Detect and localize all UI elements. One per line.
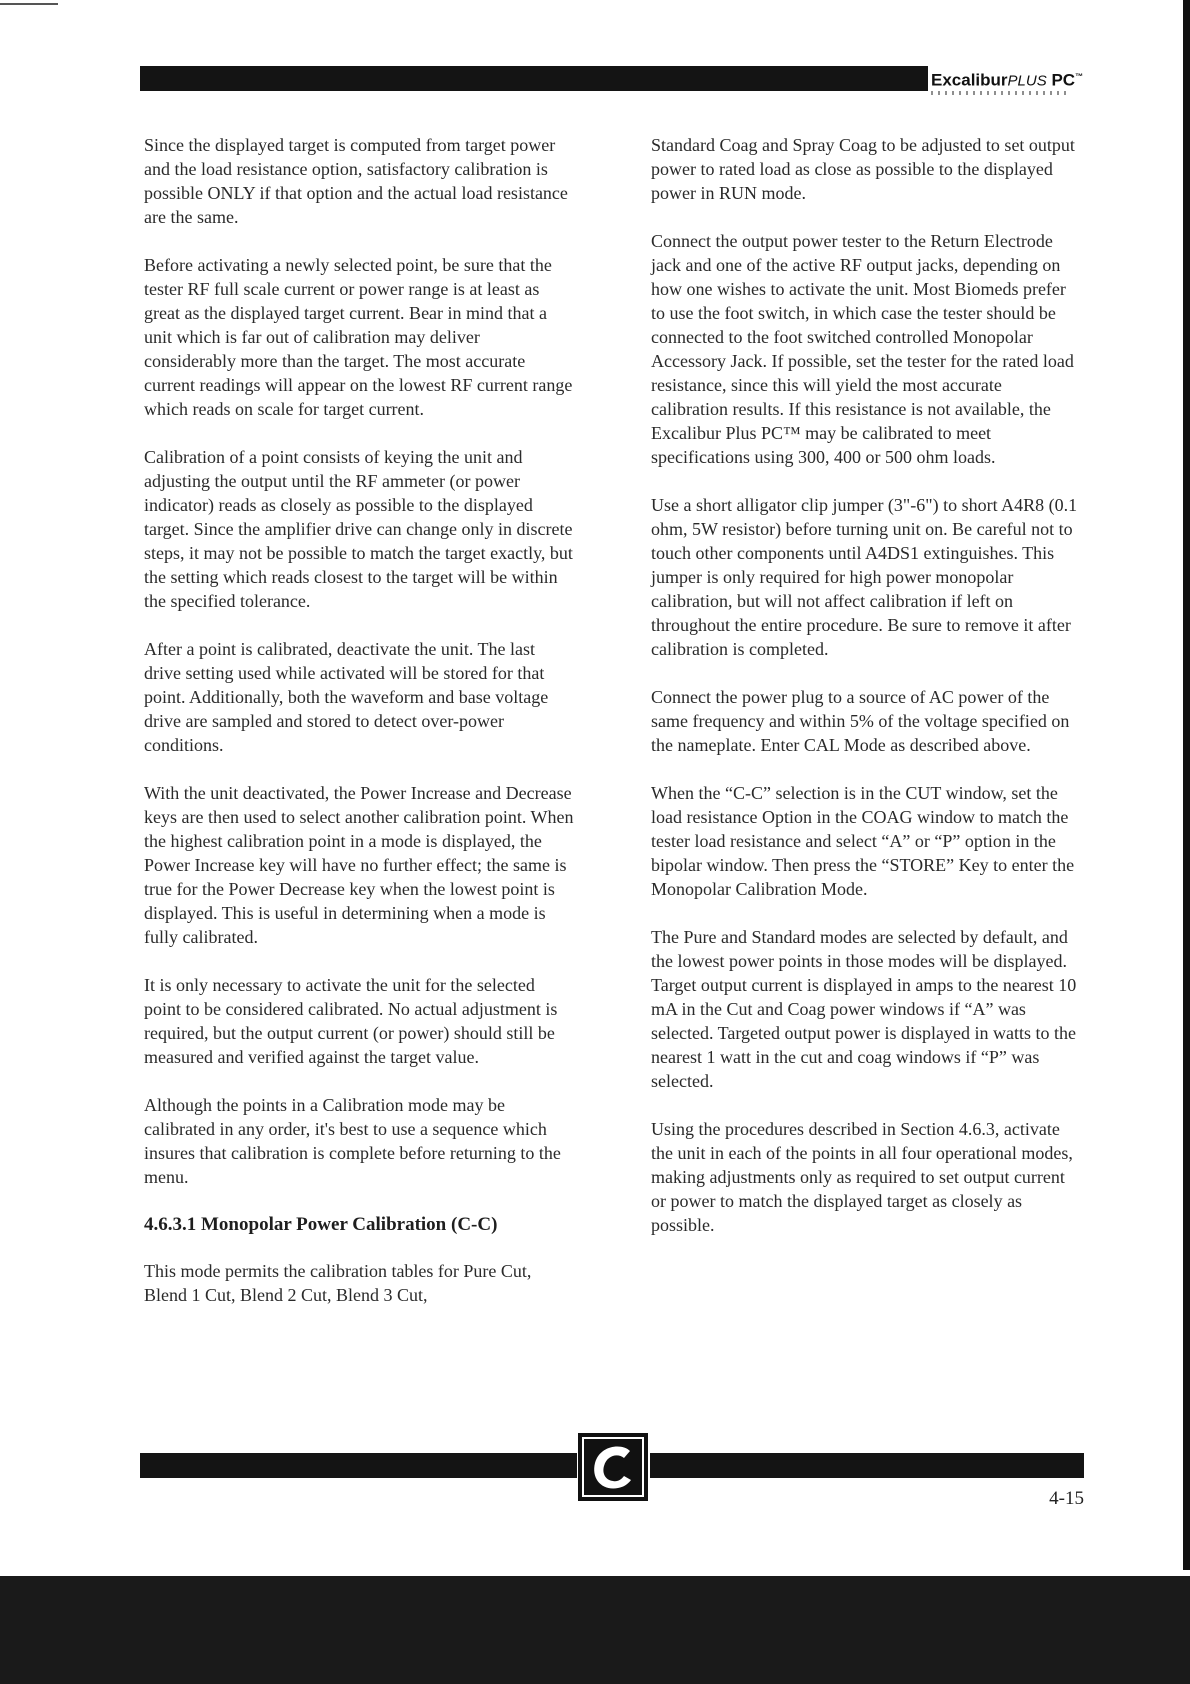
- header-rule: [140, 66, 928, 91]
- paragraph: When the “C-C” selection is in the CUT window, set the load resistance Option in the COAG window to match the tester load resistance and select “A” or “P” option in the bipolar window. Then press the “STORE” Key to enter the Monopolar Calibration Mode.: [651, 783, 1075, 899]
- paragraph: With the unit deactivated, the Power Increase and Decrease keys are then used to select another calibration point. When the highest calibration point in a mode is displayed, the Power Increase key will have no further effect; the same is true for the Power Decrease key when the lowest point is displayed. This is useful in determining when a mode is fully calibrated.: [144, 783, 574, 947]
- brand-wordmark: ExcaliburPLUS PC™: [931, 70, 1084, 90]
- paragraph: Before activating a newly selected point, be sure that the tester RF full scale current or power range is at least as great as the displayed target current. Bear in mind that a unit which is far out of calibration may deliver considerably more than the target. The most accurate current readings will appear on the lowest RF current range which reads on scale for target current.: [144, 255, 573, 419]
- paragraph: Standard Coag and Spray Coag to be adjusted to set output power to rated load as close as possible to the displayed power in RUN mode.: [651, 135, 1075, 203]
- brand-tagline-rule: [931, 91, 1071, 95]
- paragraph: It is only necessary to activate the unit for the selected point to be considered calibrated. No actual adjustment is required, but the output current (or power) should still be measured and verified against the target value.: [144, 975, 558, 1067]
- paragraph: The Pure and Standard modes are selected by default, and the lowest power points in those modes will be displayed. Target output current is displayed in amps to the nearest 10 mA in the Cut and Coag power windows if “A” was selected. Targeted output power is displayed in watts to the nearest 1 watt in the cut and coag windows if “P” was selected.: [651, 927, 1077, 1091]
- brand-logo: [931, 66, 1084, 91]
- section-heading: 4.6.3.1 Monopolar Power Calibration (C-C): [144, 1214, 498, 1235]
- scan-bottom-band: [0, 1576, 1190, 1684]
- footer-rule-left: [140, 1453, 577, 1478]
- corner-rule: [0, 3, 58, 5]
- paragraph: This mode permits the calibration tables for Pure Cut, Blend 1 Cut, Blend 2 Cut, Blend 3 Cut,: [144, 1261, 532, 1305]
- paragraph: Although the points in a Calibration mode may be calibrated in any order, it's best to use a sequence which insures that calibration is complete before returning to the menu.: [144, 1095, 561, 1187]
- footer-rule-right: [650, 1453, 1084, 1478]
- paragraph: Use a short alligator clip jumper (3"-6") to short A4R8 (0.1 ohm, 5W resistor) before turning unit on. Be careful not to touch other components until A4DS1 extinguishes. This jumper is only required for high power monopolar calibration, but will not affect calibration if left on throughout the entire procedure. Be sure to remove it after calibration is completed.: [651, 495, 1078, 659]
- paragraph: Connect the output power tester to the Return Electrode jack and one of the active RF output jacks, depending on how one wishes to activate the unit. Most Biomeds prefer to use the foot switch, in which case the tester should be connected to the foot switched controlled Monopolar Accessory Jack. If possible, set the tester for the rated load resistance, since this will yield the most accurate calibration results. If this resistance is not available, the Excalibur Plus PC™ may be calibrated to meet specifications using 300, 400 or 500 ohm loads.: [651, 231, 1074, 467]
- scan-edge-shadow: [1183, 0, 1190, 1570]
- company-logo-icon: [578, 1433, 648, 1501]
- paragraph: After a point is calibrated, deactivate the unit. The last drive setting used while activated will be stored for that point. Additionally, both the waveform and base voltage drive are sampled and stored to detect over-power conditions.: [144, 639, 549, 755]
- right-column: [651, 133, 1083, 1261]
- paragraph: Since the displayed target is computed from target power and the load resistance option, satisfactory calibration is possible ONLY if that option and the actual load resistance are the same.: [144, 135, 568, 227]
- left-column: [144, 133, 576, 1331]
- c-logo-icon: [578, 1433, 648, 1501]
- paragraph: Using the procedures described in Section 4.6.3, activate the unit in each of the points in all four operational modes, making adjustments only as required to set output current or power to match the displayed target as closely as possible.: [651, 1119, 1073, 1235]
- paragraph: Calibration of a point consists of keying the unit and adjusting the output until the RF ammeter (or power indicator) reads as closely as possible to the displayed target. Since the amplifier drive can change only in discrete steps, it may not be possible to match the target exactly, but the setting which reads closest to the target will be within the specified tolerance.: [144, 447, 573, 611]
- paragraph: Connect the power plug to a source of AC power of the same frequency and within 5% of the voltage specified on the nameplate. Enter CAL Mode as described above.: [651, 687, 1070, 755]
- page-number: 4-15: [1049, 1488, 1084, 1509]
